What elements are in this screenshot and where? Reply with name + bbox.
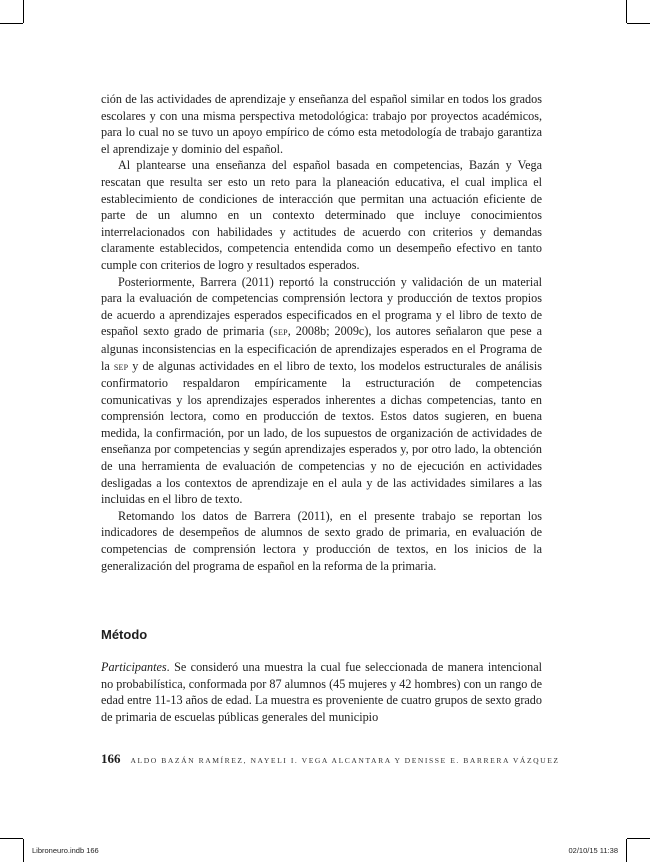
- abbreviation: sep: [273, 325, 288, 339]
- crop-mark: [626, 839, 627, 862]
- page-footer: [101, 751, 560, 767]
- body-paragraph: [101, 91, 542, 157]
- crop-mark: [0, 838, 23, 839]
- crop-mark: [627, 838, 650, 839]
- page-number: 166: [101, 751, 121, 766]
- method-section: [101, 659, 542, 725]
- running-authors: ALDO BAZÁN RAMÍREZ, NAYELI I. VEGA ALCANTARA Y DENISSE E. BARRERA VÁZQUEZ: [130, 756, 560, 765]
- participants-text: . Se consideró una muestra la cual fue seleccionada de manera intencional no probabilística, conformada por 87 alumnos (45 mujeres y 42 hombres) con un rango de edad entre 11-13 años de edad. La muestra es proveniente de cuatro grupos de sexto grado de primaria de escuelas públicas generales del municipio: [101, 660, 542, 724]
- body-paragraph: [101, 157, 542, 273]
- body-text: [101, 91, 542, 574]
- crop-mark: [627, 23, 650, 24]
- crop-mark: [0, 23, 23, 24]
- abbreviation: sep: [113, 359, 129, 373]
- participants-label: Participantes: [101, 660, 167, 674]
- text-segment: y de algunas actividades en el libro de texto, los modelos estructurales de análisis confirmatorio respaldaron empíricamente la estructuración de competencias comunicativas y los aprendizajes esperados inherentes a dichas competencias, tanto en comprensión lectora, como en producción de textos. Estos datos sugieren, en buena medida, la confirmación, por un lado, de los supuestos de organización de actividades de enseñanza por competencias y según aprendizajes esperados y, por otro lado, la obtención de una herramienta de evaluación de competencias y no de ejecución en actividades desligadas a los contextos de aprendizaje en el aula y de las actividades similares a las incluidas en el libro de texto.: [101, 358, 542, 507]
- print-slug-date: 02/10/15 11:38: [568, 846, 618, 855]
- print-slug-file: Libroneuro.indb 166: [32, 846, 99, 855]
- text-segment: Retomando los datos de Barrera (2011), en el presente trabajo se reportan los indicadores de desempeños de alumnos de sexto grado de primaria, en evaluación de competencias de comprensión lectora y producción de textos, en los inicios de la generalización del programa de español en la reforma de la primaria.: [101, 508, 542, 573]
- text-segment: ción de las actividades de aprendizaje y enseñanza del español similar en todos los grados escolares y con una misma perspectiva metodológica: trabajo por proyectos académicos, para lo cual no se tuvo un apoyo empírico de cómo esta metodología de trabajo garantiza el aprendizaje y dominio del español.: [101, 92, 542, 156]
- text-segment: Al plantearse una enseñanza del español basada en competencias, Bazán y Vega rescatan que resulta ser esto un reto para la planeación educativa, el cual implica el establecimiento de condiciones de interacción que permitan una actuación eficiente de parte de un alumno en un contexto determinado que incluye conocimientos interrelacionados con habilidades y actitudes de acuerdo con criterios y demandas claramente establecidos, competencia entendida como un desempeño efectivo en tanto cumple con criterios de logro y resultados esperados.: [101, 158, 542, 272]
- crop-mark: [23, 839, 24, 862]
- crop-mark: [23, 0, 24, 23]
- text-segment: Posteriormente, Barrera (2011) reportó la construcción y validación de un material para la evaluación de competencias comprensión lectora y producción de textos propios de acuerdo a aprendizajes esperados especificados en el programa y el libro de texto de español sexto grado de primaria (: [101, 274, 542, 339]
- participants-paragraph: [101, 659, 542, 725]
- text-segment: , 2008b; 2009c), los autores señalaron que pese a algunas inconsistencias en la especificación de aprendizajes esperados en el Programa de la: [101, 324, 542, 373]
- body-paragraph: [101, 274, 542, 508]
- crop-mark: [626, 0, 627, 23]
- section-heading: Método: [101, 627, 148, 642]
- body-paragraph: [101, 508, 542, 574]
